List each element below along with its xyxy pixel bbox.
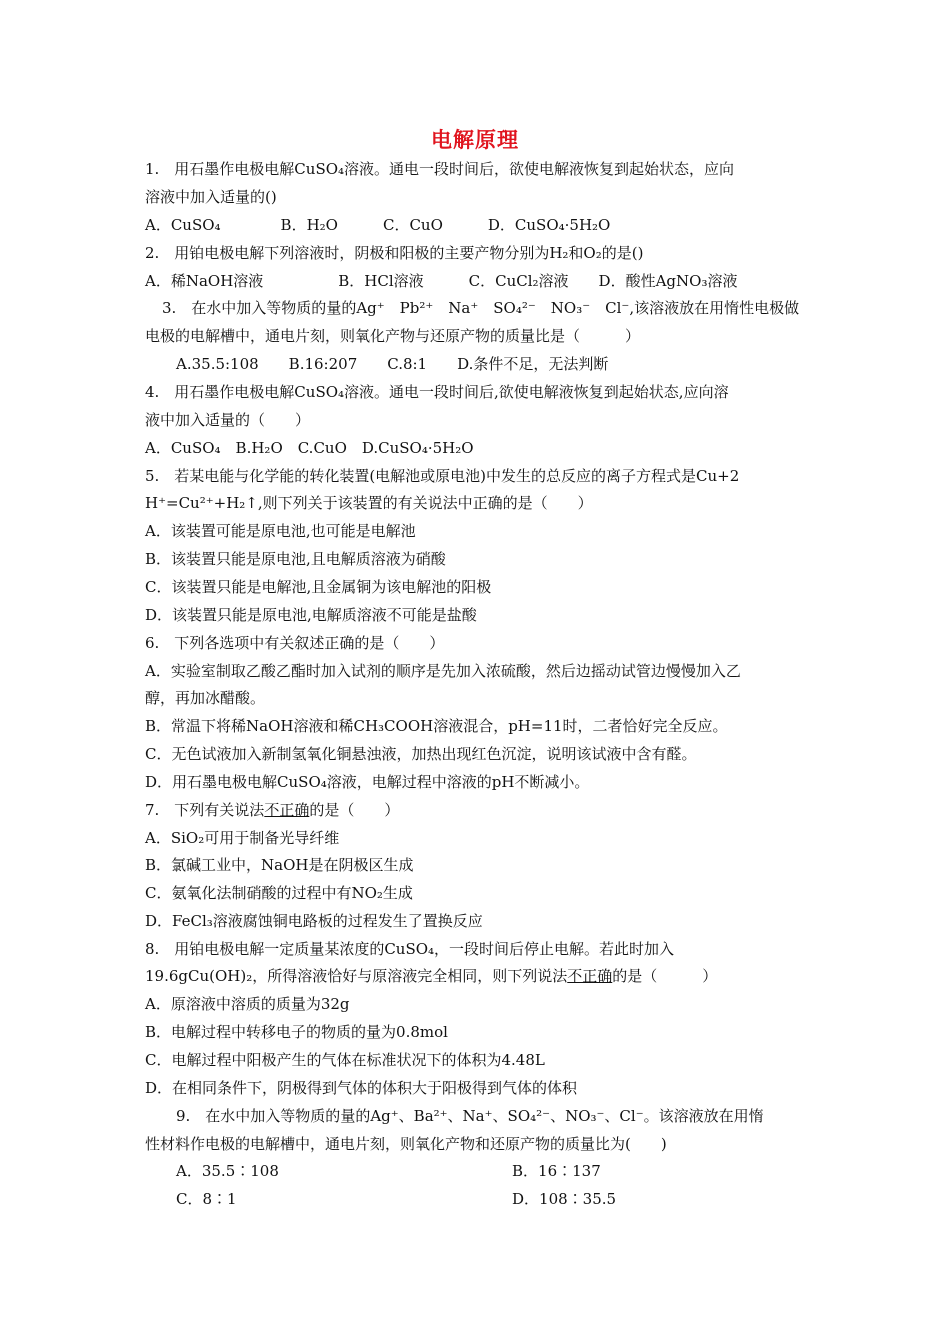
q8-option-d: D．在相同条件下，阴极得到气体的体积大于阳极得到气体的体积 [145, 1079, 578, 1097]
q7-option-d: D．FeCl₃溶液腐蚀铜电路板的过程发生了置换反应 [145, 912, 483, 930]
q4-options: A．CuSO₄ B.H₂O C.CuO D.CuSO₄·5H₂O [145, 439, 474, 457]
q8-stem-underline: 不正确 [567, 967, 613, 985]
q7-stem-pre: 7. 下列有关说法 [145, 801, 265, 819]
q6-option-c: C．无色试液加入新制氢氧化铜悬浊液，加热出现红色沉淀，说明该试液中含有醛。 [145, 745, 697, 763]
q5-option-d: D．该装置只能是原电池,电解质溶液不可能是盐酸 [145, 606, 477, 624]
q5-stem-line2: H⁺=Cu²⁺+H₂↑,则下列关于该装置的有关说法中正确的是（ ） [145, 494, 593, 512]
q6-option-a-line2: 醇，再加冰醋酸。 [145, 689, 266, 707]
q7-option-a: A．SiO₂可用于制备光导纤维 [145, 829, 340, 847]
q5-option-b: B．该装置只能是原电池,且电解质溶液为硝酸 [145, 550, 446, 568]
q6-stem: 6. 下列各选项中有关叙述正确的是（ ） [145, 634, 445, 652]
q8-stem-pre: 19.6gCu(OH)₂，所得溶液恰好与原溶液完全相同，则下列说法 [145, 967, 568, 985]
q8-stem-line2 [145, 966, 717, 986]
q9-option-d: D．108∶35.5 [512, 1190, 617, 1208]
q5-stem-line1: 5. 若某电能与化学能的转化装置(电解池或原电池)中发生的总反应的离子方程式是Cu+2 [145, 467, 740, 485]
q4-stem-line2: 液中加入适量的（ ） [145, 411, 311, 429]
q6-option-a-line1: A．实验室制取乙酸乙酯时加入试剂的顺序是先加入浓硫酸，然后边摇动试管边慢慢加入乙 [145, 662, 741, 680]
q1-stem-line1: 1. 用石墨作电极电解CuSO₄溶液。通电一段时间后，欲使电解液恢复到起始状态，应向 [145, 160, 735, 178]
q9-stem-line2: 性材料作电极的电解槽中，通电片刻，则氧化产物和还原产物的质量比为( ) [145, 1135, 667, 1153]
q9-option-c: C．8∶1 [176, 1190, 237, 1208]
q3-options: A.35.5:108 B.16:207 C.8:1 D.条件不足，无法判断 [176, 355, 609, 373]
q9-option-a: A．35.5∶108 [176, 1162, 279, 1180]
q7-stem-underline: 不正确 [264, 801, 310, 819]
q1-options: A．CuSO₄ B．H₂O C．CuO D．CuSO₄·5H₂O [145, 216, 611, 234]
q1-stem-line2: 溶液中加入适量的() [145, 188, 277, 206]
q2-options: A．稀NaOH溶液 B．HCl溶液 C．CuCl₂溶液 D．酸性AgNO₃溶液 [145, 272, 738, 290]
q8-option-c: C．电解过程中阳极产生的气体在标准状况下的体积为4.48L [145, 1051, 545, 1069]
q7-option-b: B．氯碱工业中，NaOH是在阴极区生成 [145, 856, 414, 874]
q8-option-a: A．原溶液中溶质的质量为32g [145, 995, 350, 1013]
q7-option-c: C．氨氧化法制硝酸的过程中有NO₂生成 [145, 884, 413, 902]
q7-stem [145, 800, 399, 820]
q5-option-c: C．该装置只能是电解池,且金属铜为该电解池的阳极 [145, 578, 492, 596]
q4-stem-line1: 4. 用石墨作电极电解CuSO₄溶液。通电一段时间后,欲使电解液恢复到起始状态,应向溶 [145, 383, 729, 401]
q8-stem-line1: 8. 用铂电极电解一定质量某浓度的CuSO₄，一段时间后停止电解。若此时加入 [145, 940, 675, 958]
q9-stem-line1: 9. 在水中加入等物质的量的Ag⁺、Ba²⁺、Na⁺、SO₄²⁻、NO₃⁻、Cl⁻。该溶液放在用惰 [176, 1107, 764, 1125]
q6-option-d: D．用石墨电极电解CuSO₄溶液，电解过程中溶液的pH不断减小。 [145, 773, 590, 791]
q8-option-b: B．电解过程中转移电子的物质的量为0.8mol [145, 1023, 448, 1041]
q8-stem-post: 的是（ ） [612, 967, 718, 985]
q7-stem-post: 的是（ ） [309, 801, 400, 819]
q5-option-a: A．该装置可能是原电池,也可能是电解池 [145, 522, 416, 540]
q6-option-b: B．常温下将稀NaOH溶液和稀CH₃COOH溶液混合，pH=11时，二者恰好完全反应。 [145, 717, 728, 735]
q9-option-b: B．16∶137 [512, 1162, 601, 1180]
q3-stem-line1: 3. 在水中加入等物质的量的Ag⁺ Pb²⁺ Na⁺ SO₄²⁻ NO₃⁻ Cl⁻,该溶液放在用惰性电极做 [162, 299, 800, 317]
q3-stem-line2: 电极的电解槽中，通电片刻，则氧化产物与还原产物的质量比是（ ） [145, 327, 641, 345]
document-title: 电解原理 [431, 127, 519, 152]
q2-stem: 2. 用铂电极电解下列溶液时，阴极和阳极的主要产物分别为H₂和O₂的是() [145, 244, 644, 262]
